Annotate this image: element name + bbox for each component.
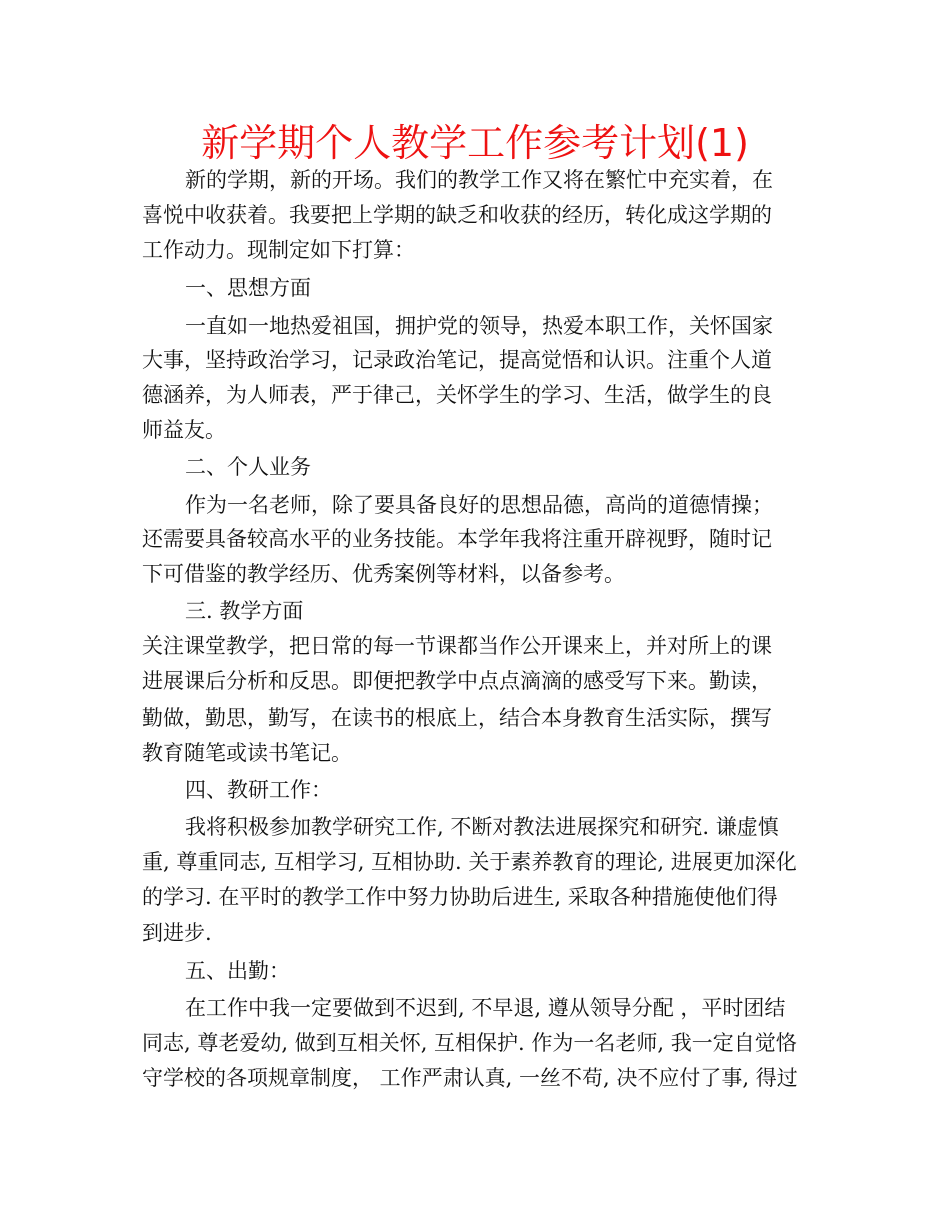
paragraph-line: 同志, 尊老爱幼, 做到互相关怀, 互相保护. 作为一名老师, 我一定自觉恪: [142, 1031, 797, 1055]
paragraph-line: 工作动力。现制定如下打算：: [142, 238, 415, 262]
paragraph-line: 到进步.: [142, 921, 212, 945]
paragraph-line: 下可借鉴的教学经历、优秀案例等材料，以备参考。: [142, 562, 625, 586]
paragraph-line: 大事，坚持政治学习，记录政治笔记，提高觉悟和认识。注重个人道: [142, 348, 772, 372]
paragraph-line: 师益友。: [142, 418, 226, 442]
paragraph-line: 一直如一地热爱祖国，拥护党的领导，热爱本职工作，关怀国家: [185, 314, 773, 338]
paragraph-line: 教育随笔或读书笔记。: [142, 741, 352, 765]
section-heading: 二、个人业务: [185, 455, 311, 479]
paragraph-line: 守学校的各项规章制度， 工作严肃认真, 一丝不苟, 决不应付了事, 得过: [142, 1066, 798, 1090]
paragraph-line: 重, 尊重同志, 互相学习, 互相协助. 关于素养教育的理论, 进展更加深化: [142, 850, 797, 874]
paragraph-line: 喜悦中收获着。我要把上学期的缺乏和收获的经历，转化成这学期的: [142, 203, 772, 227]
paragraph-line: 我将积极参加教学研究工作, 不断对教法进展探究和研究. 谦虚慎: [185, 815, 779, 839]
paragraph-line: 作为一名老师，除了要具备良好的思想品德，高尚的道德情操；: [185, 493, 773, 517]
paragraph-line: 关注课堂教学，把日常的每一节课都当作公开课来上，并对所上的课: [142, 634, 772, 658]
paragraph-line: 进展课后分析和反思。即便把教学中点点滴滴的感受写下来。勤读，: [142, 669, 772, 693]
section-heading: 三. 教学方面: [185, 599, 304, 623]
paragraph-line: 在工作中我一定要做到不迟到, 不早退, 遵从领导分配 ，平时团结: [185, 996, 786, 1020]
paragraph-line: 的学习. 在平时的教学工作中努力协助后进生, 采取各种措施使他们得: [142, 885, 778, 909]
paragraph-line: 还需要具备较高水平的业务技能。本学年我将注重开辟视野，随时记: [142, 527, 772, 551]
section-heading: 一、思想方面: [185, 276, 311, 300]
paragraph-line: 新的学期，新的开场。我们的教学工作又将在繁忙中充实着，在: [185, 168, 773, 192]
section-heading: 五、出勤：: [185, 959, 290, 983]
section-heading: 四、教研工作：: [185, 778, 332, 802]
paragraph-line: 德涵养，为人师表，严于律己，关怀学生的学习、生活，做学生的良: [142, 383, 772, 407]
document-title: 新学期个人教学工作参考计划(1): [201, 121, 749, 165]
paragraph-line: 勤做，勤思，勤写，在读书的根底上，结合本身教育生活实际，撰写: [142, 706, 772, 730]
